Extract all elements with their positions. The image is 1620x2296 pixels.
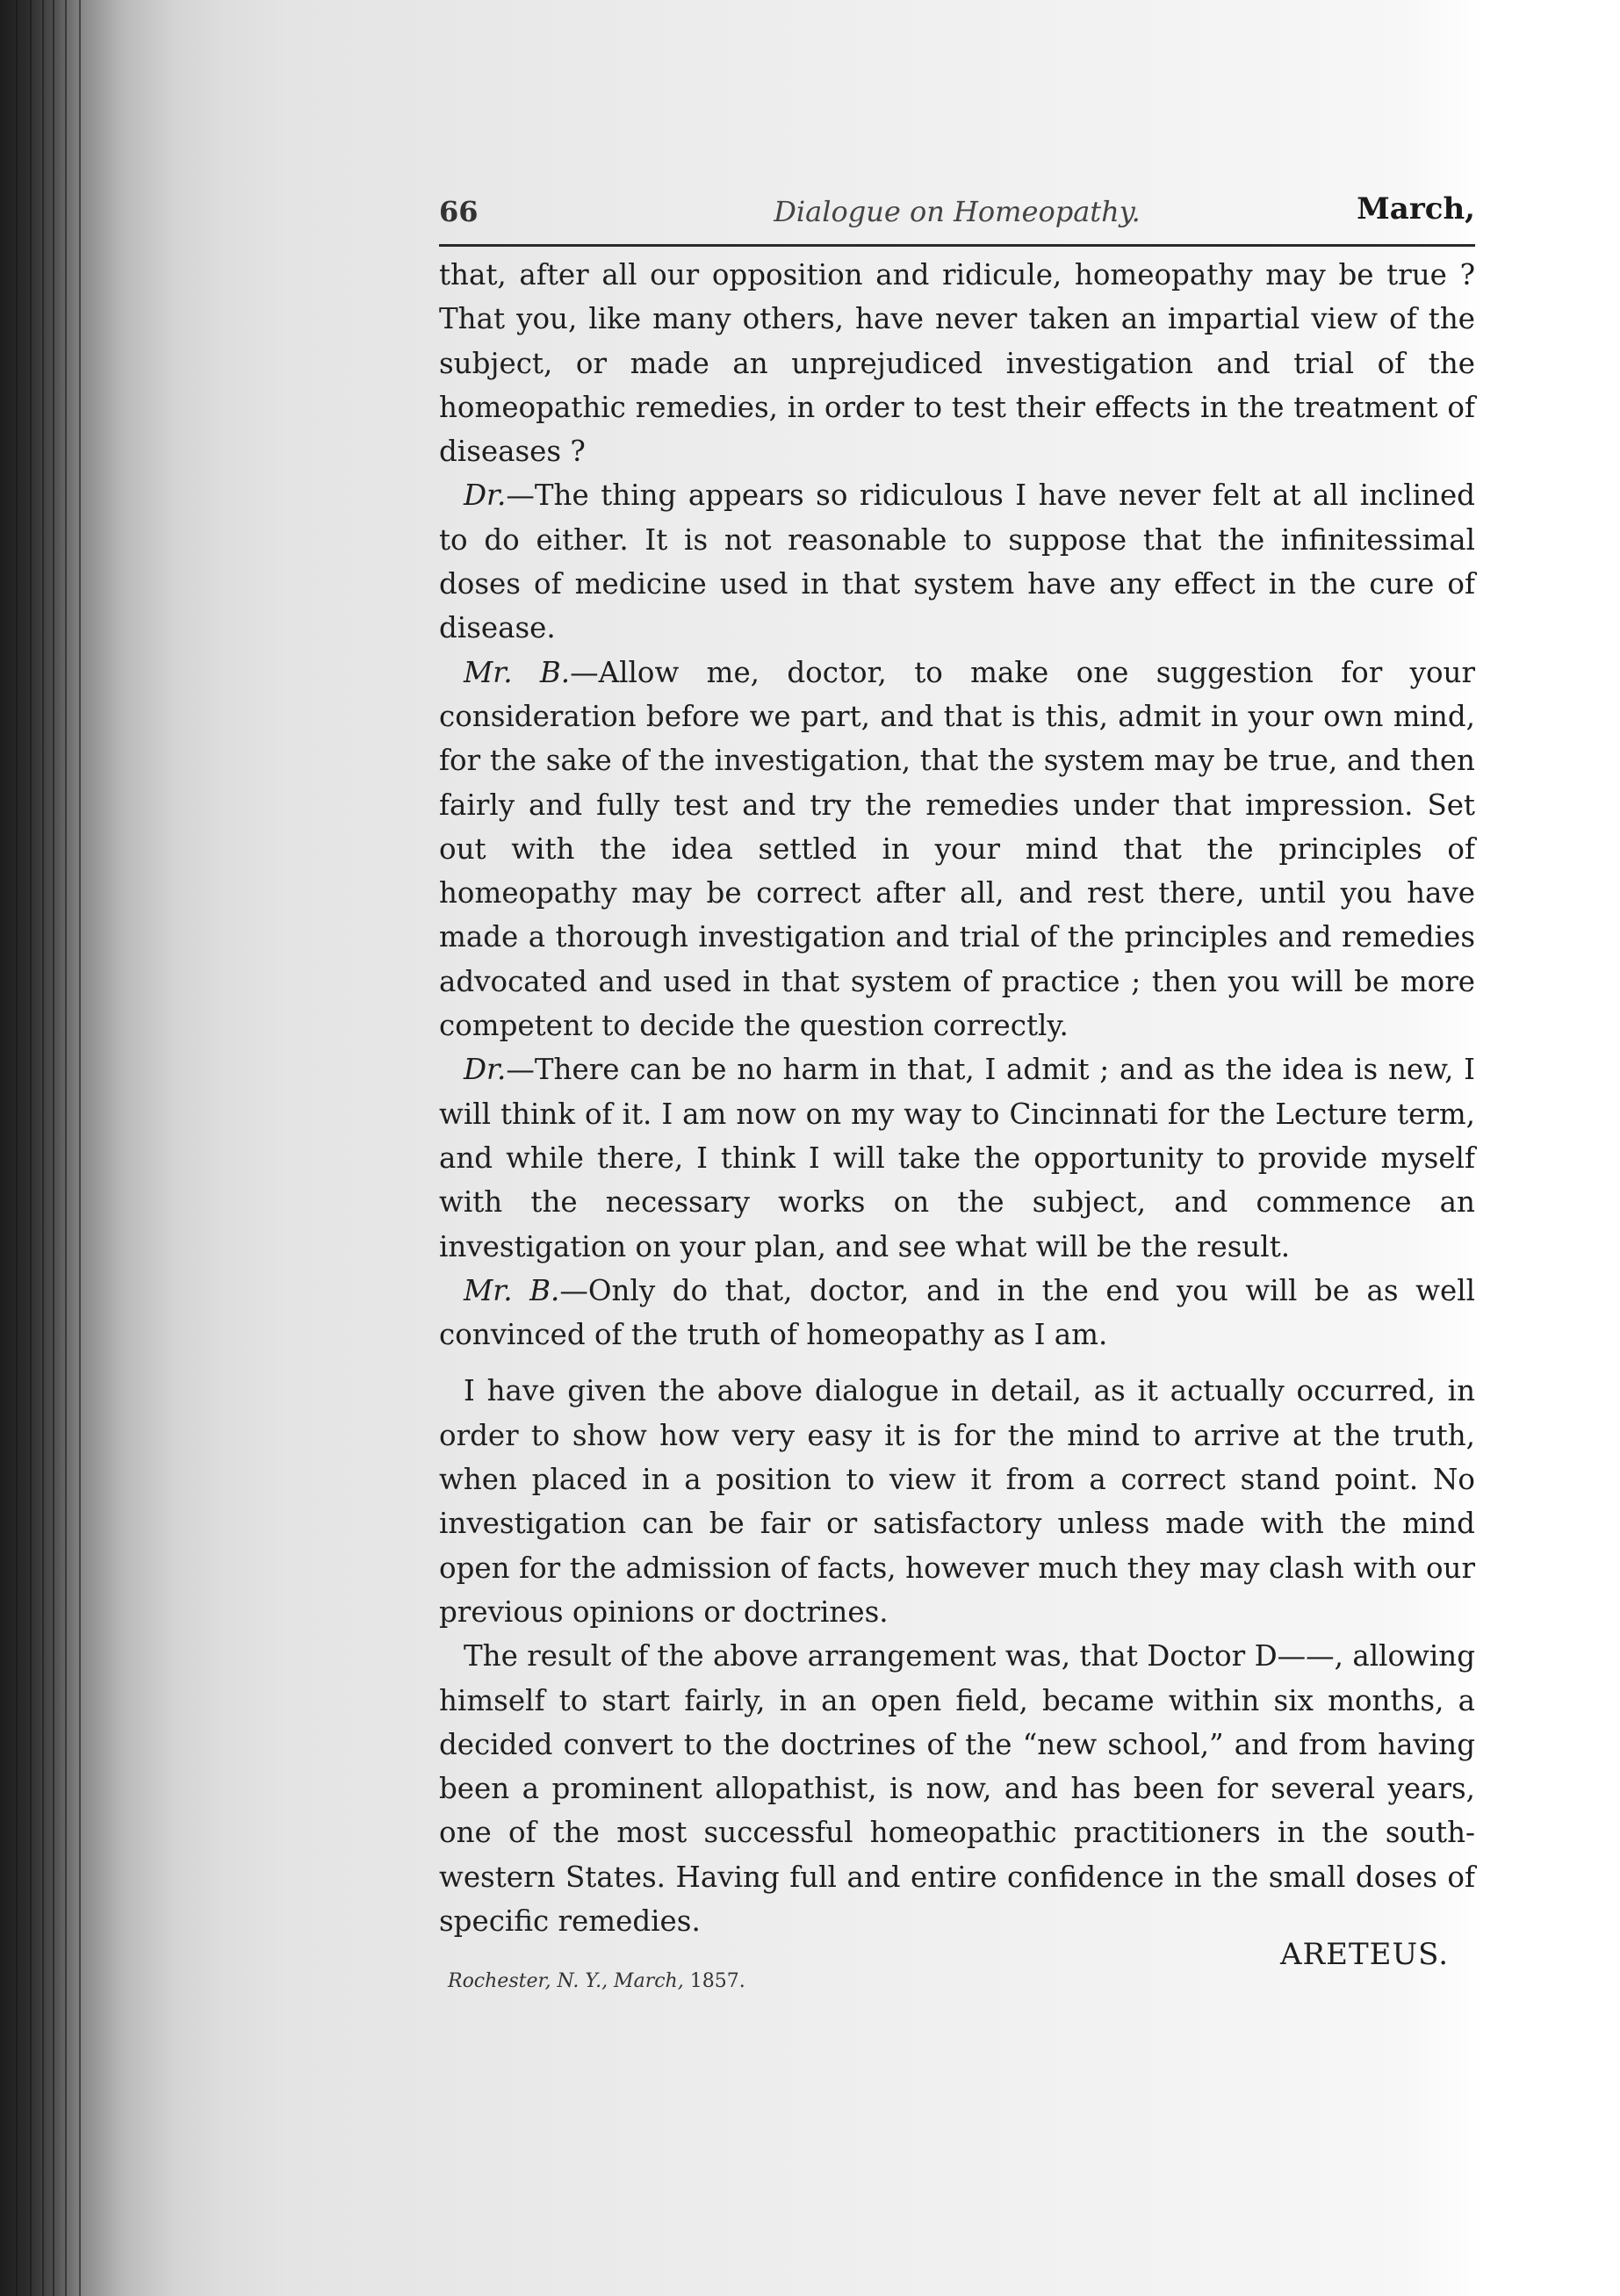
paragraph-text: —Only do that, doctor, and in the end you will be as well convinced of the truth of homeopathy as I am. <box>439 1273 1475 1352</box>
paragraph-text: —Allow me, doctor, to make one suggestion for your consideration before we part, and that is this, admit in your own mind, for the sake of the investigation, that the system may be true, and then fairly and fully test and try the remedies under that impression. Set out with the idea settled in your mind that the principles of homeopathy may be correct after all, and rest there, until you have made a thorough investigation and trial of the principles and remedies advocated and used in that system of practice ; then you will be more competent to decide the question correctly. <box>439 655 1475 1043</box>
author-signature: ARETEUS. <box>1279 1937 1449 1972</box>
paragraph <box>439 1369 1475 1634</box>
paragraph-text: I have given the above dialogue in detail, as it actually occurred, in order to show how very easy it is for the mind to arrive at the truth, when placed in a position to view it from a correct stand point. No investigation can be fair or satisfactory unless made with the mind open for the admission of facts, however much they may clash with our previous opinions or doctrines. <box>439 1374 1475 1629</box>
dateline-year: 1857. <box>689 1970 745 1992</box>
dialogue-paragraph <box>439 473 1475 650</box>
page-edge-line <box>16 0 18 2296</box>
speaker-name: Dr. <box>464 479 507 513</box>
dialogue-paragraph <box>439 651 1475 1048</box>
dialogue-paragraph <box>439 1269 1475 1357</box>
page-edge-line <box>79 0 81 2296</box>
running-date: March, <box>1357 191 1475 227</box>
page-header <box>439 191 1475 241</box>
speaker-name: Mr. B. <box>464 655 571 689</box>
paragraph <box>439 253 1475 473</box>
page-edge-stack <box>0 0 114 2296</box>
page-edge-line <box>65 0 67 2296</box>
book-page <box>439 176 1475 2019</box>
dateline <box>448 1970 745 1992</box>
page-number: 66 <box>439 195 479 228</box>
page-edge-line <box>53 0 54 2296</box>
page-edge-line <box>42 0 44 2296</box>
paragraph-text: that, after all our opposition and ridicule, homeopathy may be true ? That you, like many others, have never taken an impartial view of the subject, or made an unprejudiced investigation and trial of the homeopathic remedies, in order to test their effects in the treatment of diseases ? <box>439 258 1475 469</box>
paragraph-text: —There can be no harm in that, I admit ; and as the idea is new, I will think of it. I am now on my way to Cincinnati for the Lecture term, and while there, I think I will take the opportunity to provide myself with the necessary works on the subject, and commence an investigation on your plan, and see what will be the result. <box>439 1053 1475 1263</box>
header-rule <box>439 244 1475 247</box>
running-title: Dialogue on Homeopathy. <box>774 195 1141 228</box>
speaker-name: Mr. B. <box>464 1273 560 1307</box>
paragraph-text: —The thing appears so ridiculous I have never felt at all inclined to do either. It is not reasonable to suppose that the infinitessimal doses of medicine used in that system have any effect in the cure of disease. <box>439 479 1475 645</box>
page-edge-line <box>30 0 32 2296</box>
paragraph <box>439 1634 1475 1943</box>
dateline-place: Rochester, N. Y., March, <box>448 1970 684 1992</box>
article-body <box>439 253 1475 1943</box>
paragraph-text: The result of the above arrangement was, that Doctor D——, allowing himself to start fairly, in an open field, became within six months, a decided convert to the doctrines of the “new school,” and from having been a prominent allopathist, is now, and has been for several years, one of the most successful homeopathic practitioners in the south-western States. Having full and entire confidence in the small doses of specific remedies. <box>439 1639 1475 1938</box>
dialogue-paragraph <box>439 1047 1475 1268</box>
speaker-name: Dr. <box>464 1053 507 1087</box>
